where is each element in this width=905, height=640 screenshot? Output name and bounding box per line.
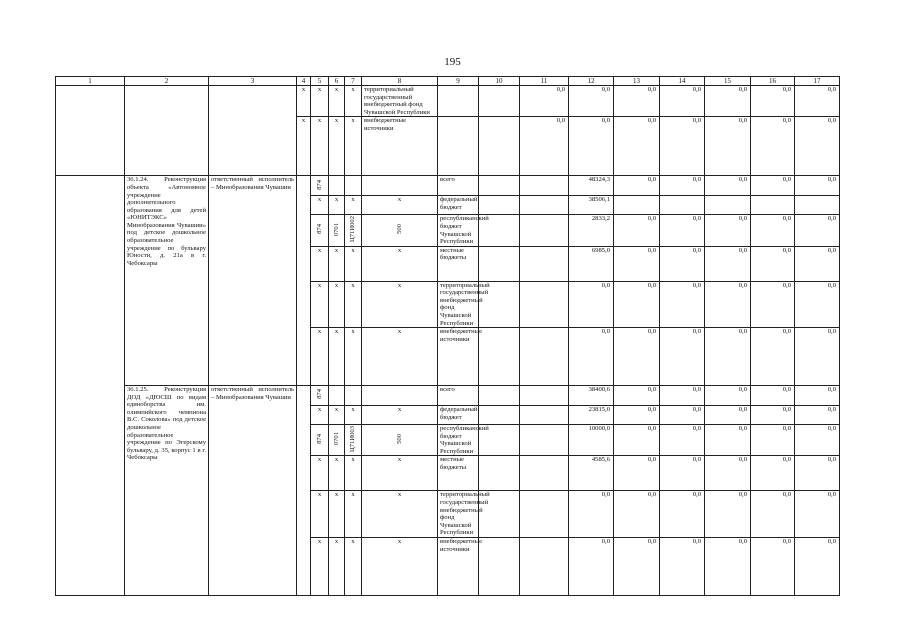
territorial-value: 0,0	[751, 491, 795, 537]
territorial-value: 0,0	[705, 86, 751, 117]
extrabudget-value: 0,0	[614, 328, 660, 386]
territorial-value: 0,0	[705, 491, 751, 537]
total-value: 0,0	[660, 386, 705, 406]
empty-cell	[520, 537, 569, 595]
local-value: 0,0	[795, 246, 840, 281]
territorial-value: 0,0	[795, 491, 840, 537]
empty-cell	[520, 196, 569, 215]
csr-code-text: Ц71И003	[349, 426, 357, 453]
x-mark: х	[345, 246, 362, 281]
extrabudget-value: 0,0	[520, 117, 569, 176]
extrabudget-value: 0,0	[751, 537, 795, 595]
territorial-value: 0,0	[705, 281, 751, 327]
empty-cell	[209, 86, 297, 176]
csr-code	[345, 425, 362, 456]
x-mark: х	[329, 456, 345, 491]
empty-cell	[520, 491, 569, 537]
grbs-code	[311, 386, 329, 406]
total-value: 0,0	[751, 176, 795, 196]
header-row	[56, 77, 840, 86]
source-label: всего	[438, 176, 479, 196]
empty-cell	[56, 176, 125, 596]
rzpr-code	[329, 425, 345, 456]
extrabudget-value: 0,0	[705, 537, 751, 595]
local-value: 4585,6	[569, 456, 614, 491]
x-mark: х	[297, 86, 311, 117]
source-label: республиканский бюджет Чувашской Республики	[438, 215, 479, 246]
empty-cell	[520, 215, 569, 246]
territorial-value: 0,0	[660, 491, 705, 537]
total-value: 38400,6	[569, 386, 614, 406]
column-number: 5	[311, 77, 329, 86]
local-value: 0,0	[751, 456, 795, 491]
project-description: 36.1.25. Реконструкция ДОД «ДЮСШ по видам единоборства им. олимпийского чемпиона В.С. Соколова» под детское дошкольное образовательное учреждение по Эгерскому бульвару, д. 35, корпус 1 в г. Чебоксары	[125, 386, 209, 596]
territorial-value: 0,0	[660, 86, 705, 117]
x-mark: х	[345, 117, 362, 176]
grbs-code	[311, 215, 329, 246]
empty-cell	[125, 86, 209, 176]
empty-cell	[345, 386, 362, 406]
federal-value	[795, 196, 840, 215]
x-mark: х	[345, 328, 362, 386]
empty-cell	[479, 386, 520, 406]
csr-code-text: Ц71И002	[349, 216, 357, 243]
extrabudget-value: 0,0	[614, 117, 660, 176]
x-mark: х	[345, 491, 362, 537]
total-value: 0,0	[614, 176, 660, 196]
empty-cell	[479, 246, 520, 281]
empty-cell	[520, 176, 569, 196]
x-mark: х	[345, 537, 362, 595]
empty-cell	[479, 456, 520, 491]
republic-value: 2833,2	[569, 215, 614, 246]
grbs-code-text: 874	[315, 179, 323, 190]
territorial-value: 0,0	[795, 86, 840, 117]
column-number: 12	[569, 77, 614, 86]
federal-value: 0,0	[705, 406, 751, 425]
federal-value	[660, 196, 705, 215]
source-label: внебюджетные источники	[438, 328, 479, 386]
empty-cell	[56, 86, 125, 176]
column-number: 16	[751, 77, 795, 86]
empty-cell	[520, 386, 569, 406]
x-mark: х	[329, 406, 345, 425]
extrabudget-value: 0,0	[660, 537, 705, 595]
column-number: 4	[297, 77, 311, 86]
empty-cell	[479, 196, 520, 215]
x-mark: х	[329, 537, 345, 595]
x-mark: х	[329, 328, 345, 386]
extrabudget-value: 0,0	[705, 328, 751, 386]
source-label: местные бюджеты	[438, 456, 479, 491]
x-mark: х	[362, 491, 438, 537]
x-mark: х	[329, 246, 345, 281]
column-number: 6	[329, 77, 345, 86]
column-number: 14	[660, 77, 705, 86]
x-mark: х	[362, 537, 438, 595]
source-label: республиканский бюджет Чувашской Республики	[438, 425, 479, 456]
local-value: 0,0	[614, 456, 660, 491]
local-value: 0,0	[614, 246, 660, 281]
empty-cell	[520, 425, 569, 456]
column-number: 3	[209, 77, 297, 86]
total-value: 0,0	[614, 386, 660, 406]
total-value: 0,0	[705, 176, 751, 196]
project-description: 36.1.24. Реконструкция объекта «Автономное учреждение дополнительного образования для детей «ЮНИТЭКС» Минобразования Чувашии» под детское дошкольное образовательное учреждение по бульвару Юности, д. 21а в г. Чебоксары	[125, 176, 209, 386]
x-mark: х	[297, 117, 311, 176]
grbs-code-text: 874	[315, 224, 323, 235]
territorial-value: 0,0	[614, 86, 660, 117]
empty-cell	[479, 537, 520, 595]
territorial-value: 0,0	[614, 281, 660, 327]
source-label: федеральный бюджет	[438, 406, 479, 425]
republic-value: 0,0	[795, 215, 840, 246]
x-mark: х	[345, 281, 362, 327]
empty-cell	[345, 176, 362, 196]
x-mark: х	[329, 491, 345, 537]
column-number: 8	[362, 77, 438, 86]
page-number: 195	[444, 56, 461, 68]
territorial-value: 0,0	[569, 491, 614, 537]
territorial-value: 0,0	[751, 86, 795, 117]
empty-cell	[329, 176, 345, 196]
source-label: внебюджетные источники	[362, 117, 438, 176]
republic-value: 0,0	[751, 215, 795, 246]
responsible-executor: ответственный исполнитель – Минобразования Чувашии	[209, 386, 297, 596]
local-value: 0,0	[705, 456, 751, 491]
total-value: 0,0	[705, 386, 751, 406]
local-value: 6985,0	[569, 246, 614, 281]
federal-value: 0,0	[751, 406, 795, 425]
table-row	[56, 386, 840, 406]
column-number: 13	[614, 77, 660, 86]
x-mark: х	[311, 196, 329, 215]
extrabudget-value: 0,0	[569, 328, 614, 386]
republic-value: 10000,0	[569, 425, 614, 456]
x-mark: х	[362, 246, 438, 281]
federal-value: 0,0	[795, 406, 840, 425]
rzpr-code-text: 0701	[332, 222, 340, 236]
grbs-code	[311, 176, 329, 196]
rzpr-code	[329, 215, 345, 246]
grbs-code	[311, 425, 329, 456]
republic-value: 0,0	[614, 425, 660, 456]
total-value: 48324,3	[569, 176, 614, 196]
local-value: 0,0	[660, 246, 705, 281]
federal-value: 0,0	[660, 406, 705, 425]
extrabudget-value: 0,0	[751, 117, 795, 176]
column-number: 7	[345, 77, 362, 86]
vr-code-text: 500	[395, 224, 403, 235]
empty-cell	[438, 117, 479, 176]
source-label: всего	[438, 386, 479, 406]
x-mark: х	[345, 196, 362, 215]
x-mark: х	[311, 328, 329, 386]
empty-cell	[520, 281, 569, 327]
federal-value: 23815,0	[569, 406, 614, 425]
x-mark: х	[362, 281, 438, 327]
extrabudget-value: 0,0	[795, 537, 840, 595]
territorial-value: 0,0	[569, 86, 614, 117]
empty-cell	[438, 86, 479, 117]
column-number: 2	[125, 77, 209, 86]
x-mark: х	[362, 406, 438, 425]
x-mark: х	[311, 537, 329, 595]
source-label: внебюджетные источники	[438, 537, 479, 595]
extrabudget-value: 0,0	[751, 328, 795, 386]
extrabudget-value: 0,0	[795, 328, 840, 386]
federal-value	[751, 196, 795, 215]
extrabudget-value: 0,0	[569, 117, 614, 176]
csr-code	[345, 215, 362, 246]
territorial-value: 0,0	[795, 281, 840, 327]
x-mark: х	[329, 196, 345, 215]
source-label: территориальный государственный внебюджетный фонд Чувашской Республики	[438, 491, 479, 537]
federal-value	[705, 196, 751, 215]
republic-value: 0,0	[660, 425, 705, 456]
table-row	[56, 176, 840, 196]
empty-cell	[297, 176, 311, 386]
empty-cell	[479, 86, 520, 117]
republic-value: 0,0	[751, 425, 795, 456]
extrabudget-value: 0,0	[614, 537, 660, 595]
source-label: территориальный государственный внебюджетный фонд Чувашской Республики	[362, 86, 438, 117]
extrabudget-value: 0,0	[705, 117, 751, 176]
x-mark: х	[362, 196, 438, 215]
extrabudget-value: 0,0	[660, 328, 705, 386]
republic-value: 0,0	[705, 425, 751, 456]
column-number: 15	[705, 77, 751, 86]
vr-code	[362, 215, 438, 246]
empty-cell	[520, 456, 569, 491]
column-number: 9	[438, 77, 479, 86]
budget-table	[55, 76, 840, 596]
column-number: 10	[479, 77, 520, 86]
empty-cell	[479, 406, 520, 425]
x-mark: х	[311, 246, 329, 281]
column-number: 1	[56, 77, 125, 86]
grbs-code-text: 874	[315, 389, 323, 400]
total-value: 0,0	[795, 386, 840, 406]
republic-value: 0,0	[614, 215, 660, 246]
x-mark: х	[362, 456, 438, 491]
federal-value: 38506,1	[569, 196, 614, 215]
source-label: местные бюджеты	[438, 246, 479, 281]
x-mark: х	[329, 86, 345, 117]
republic-value: 0,0	[660, 215, 705, 246]
x-mark: х	[329, 281, 345, 327]
extrabudget-value: 0,0	[795, 117, 840, 176]
responsible-executor: ответственный исполнитель – Минобразования Чувашии	[209, 176, 297, 386]
republic-value: 0,0	[795, 425, 840, 456]
territorial-value: 0,0	[614, 491, 660, 537]
empty-cell	[362, 386, 438, 406]
local-value: 0,0	[751, 246, 795, 281]
x-mark: х	[345, 406, 362, 425]
local-value: 0,0	[660, 456, 705, 491]
empty-cell	[479, 328, 520, 386]
x-mark: х	[345, 86, 362, 117]
territorial-value: 0,0	[751, 281, 795, 327]
territorial-value: 0,0	[569, 281, 614, 327]
empty-cell	[479, 117, 520, 176]
source-label: территориальный государственный внебюджетный фонд Чувашской Республики	[438, 281, 479, 327]
rzpr-code-text: 0701	[332, 432, 340, 446]
extrabudget-value: 0,0	[660, 117, 705, 176]
local-value: 0,0	[705, 246, 751, 281]
source-label: федеральный бюджет	[438, 196, 479, 215]
table-row	[56, 86, 840, 117]
x-mark: х	[311, 281, 329, 327]
x-mark: х	[311, 406, 329, 425]
x-mark: х	[311, 86, 329, 117]
vr-code-text: 500	[395, 434, 403, 444]
territorial-value: 0,0	[660, 281, 705, 327]
empty-cell	[297, 386, 311, 596]
federal-value	[614, 196, 660, 215]
local-value: 0,0	[795, 456, 840, 491]
total-value: 0,0	[751, 386, 795, 406]
empty-cell	[329, 386, 345, 406]
column-number: 11	[520, 77, 569, 86]
grbs-code-text: 874	[315, 434, 323, 444]
x-mark: х	[311, 456, 329, 491]
total-value: 0,0	[795, 176, 840, 196]
territorial-value: 0,0	[520, 86, 569, 117]
empty-cell	[479, 176, 520, 196]
vr-code	[362, 425, 438, 456]
x-mark: х	[311, 491, 329, 537]
empty-cell	[520, 406, 569, 425]
extrabudget-value: 0,0	[569, 537, 614, 595]
x-mark: х	[329, 117, 345, 176]
federal-value: 0,0	[614, 406, 660, 425]
column-number: 17	[795, 77, 840, 86]
total-value: 0,0	[660, 176, 705, 196]
x-mark: х	[345, 456, 362, 491]
republic-value: 0,0	[705, 215, 751, 246]
empty-cell	[520, 328, 569, 386]
x-mark: х	[362, 328, 438, 386]
x-mark: х	[311, 117, 329, 176]
empty-cell	[362, 176, 438, 196]
empty-cell	[520, 246, 569, 281]
